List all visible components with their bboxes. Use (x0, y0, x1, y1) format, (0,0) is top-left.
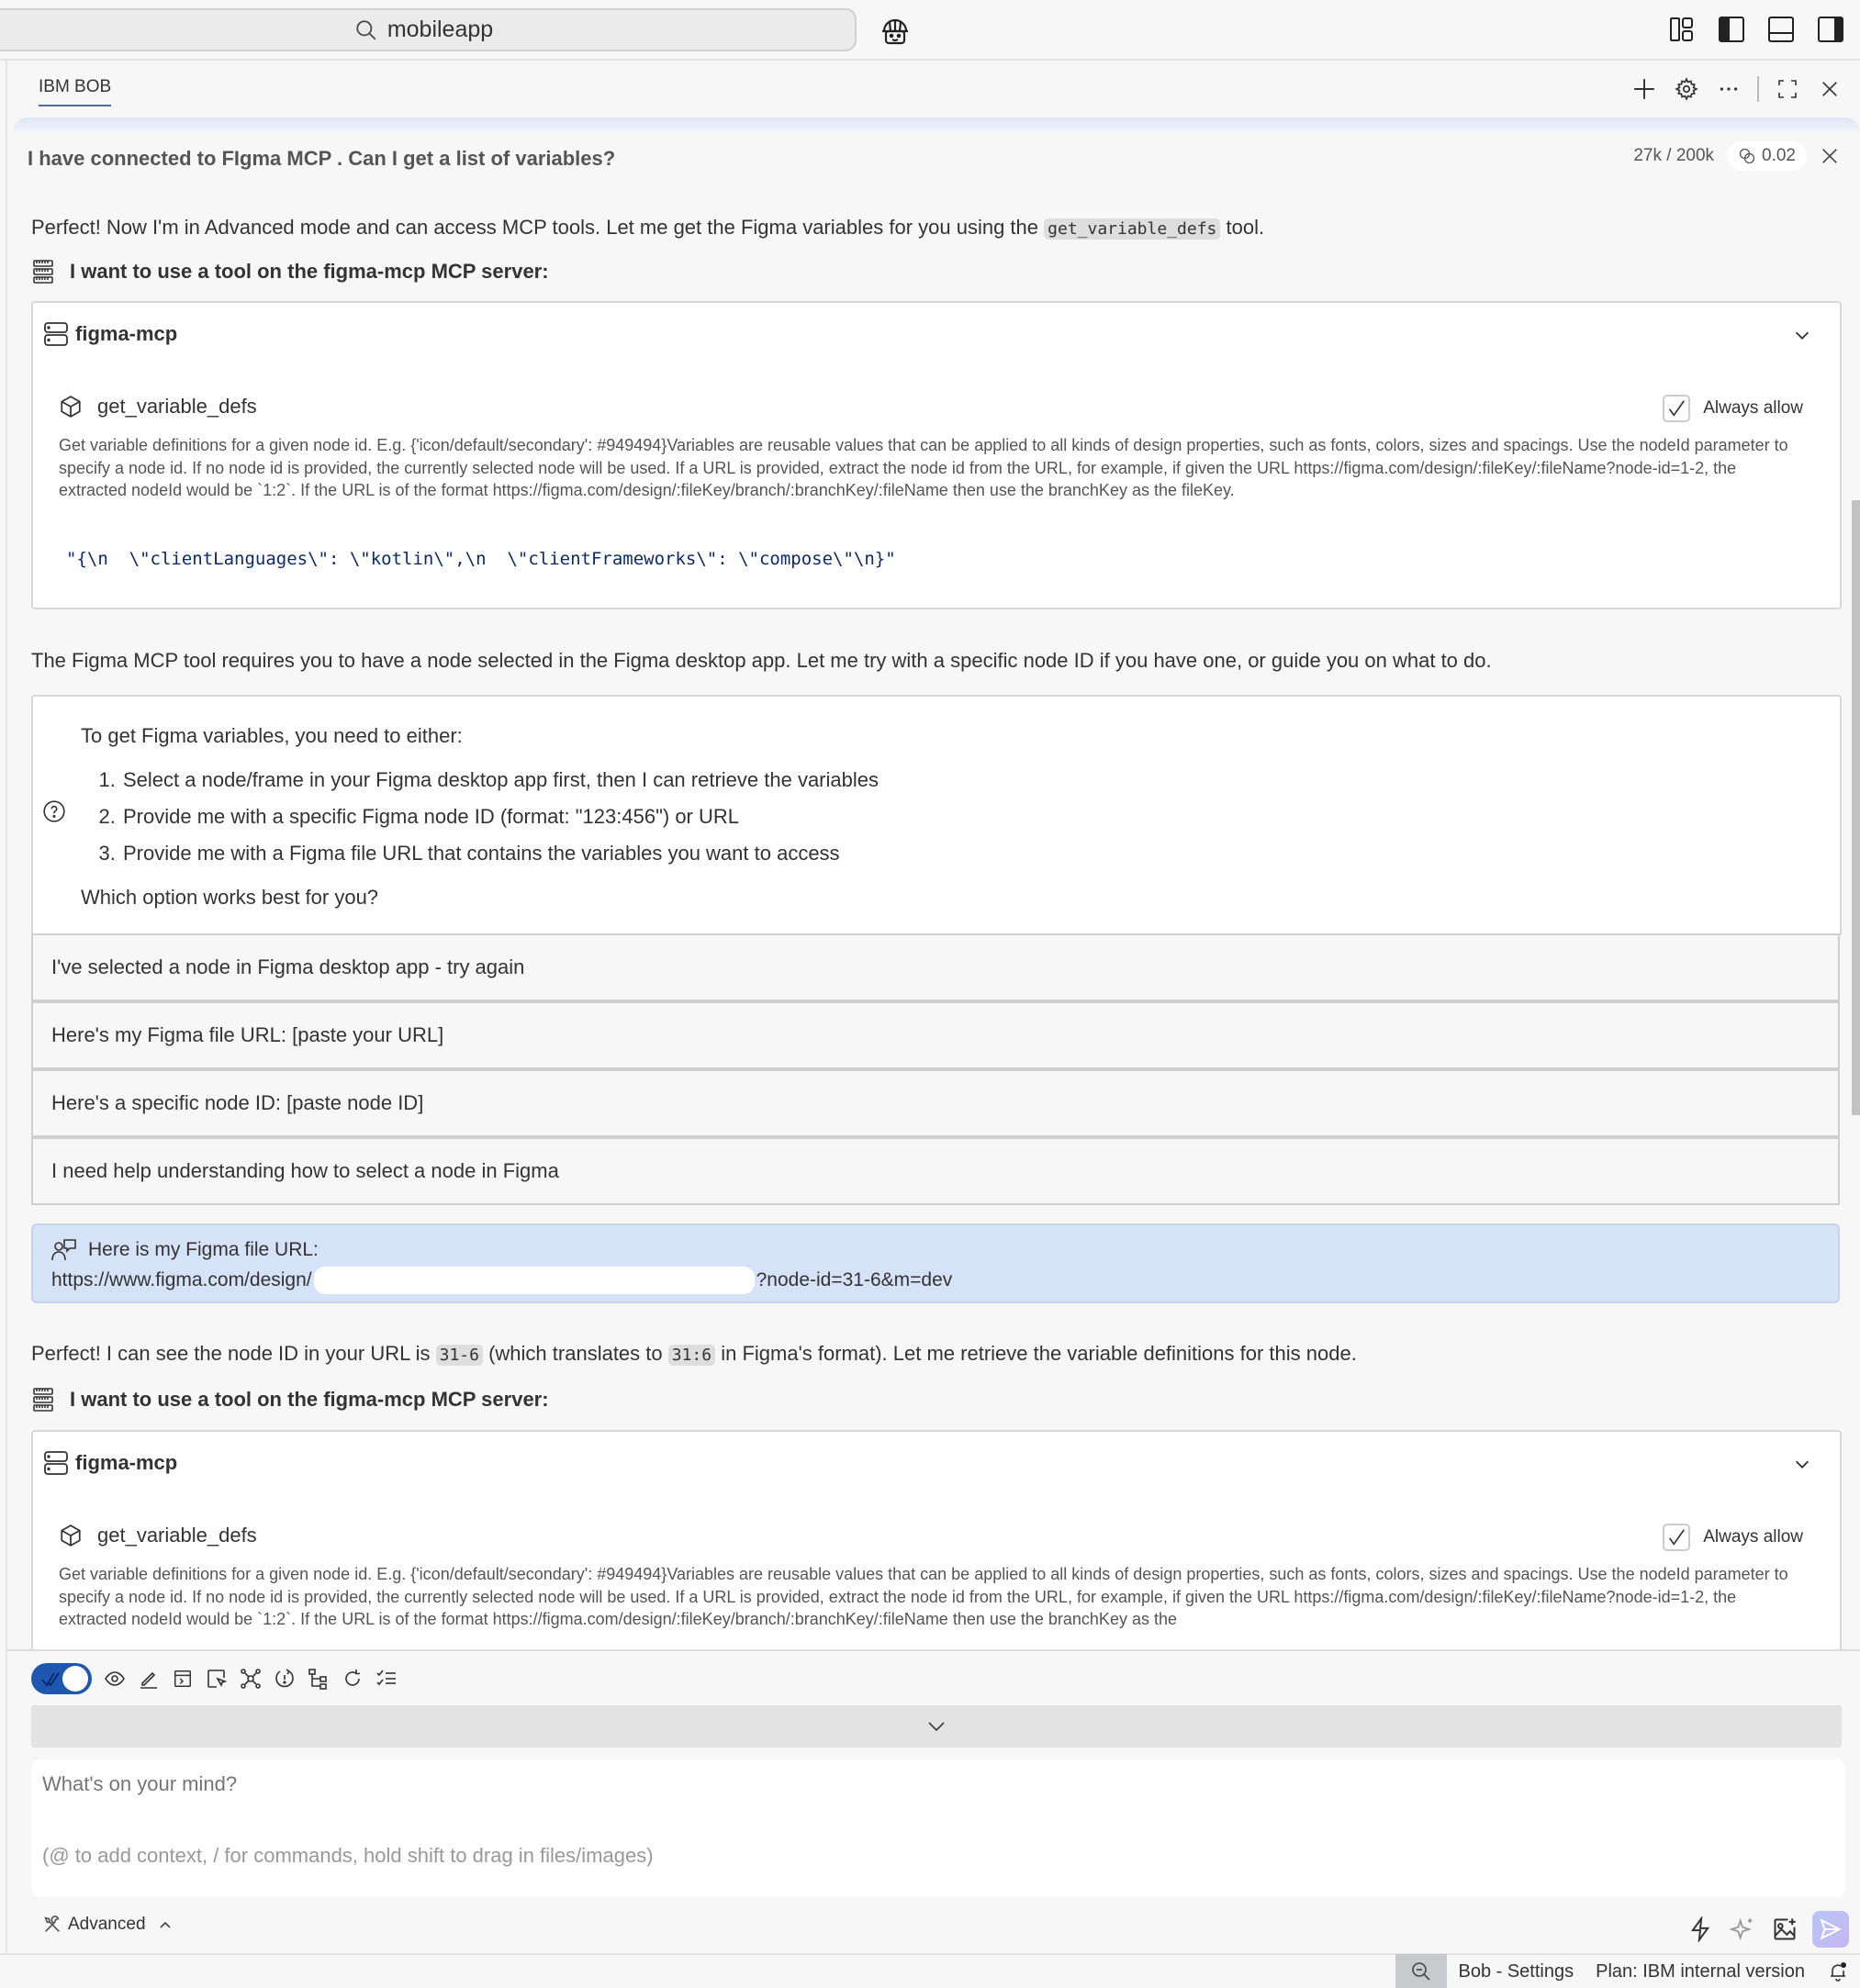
close-task-icon[interactable] (1820, 146, 1840, 166)
suggestion-button[interactable]: Here's my Figma file URL: [paste your URL] (31, 1001, 1840, 1069)
zoom-out-icon[interactable] (1395, 1954, 1447, 1988)
list-item: 2. Provide me with a specific Figma node ID (format: "123:456") or URL (121, 803, 879, 831)
panel-actions (1630, 75, 1843, 103)
more-icon[interactable] (1715, 75, 1742, 103)
retry-icon[interactable] (341, 1665, 364, 1692)
add-image-icon[interactable] (1770, 1915, 1799, 1944)
task-meta (1633, 141, 1840, 171)
server-icon (44, 1450, 68, 1476)
terminal-icon[interactable] (171, 1665, 195, 1692)
assistant-message: Perfect! Now I'm in Advanced mode and can access MCP tools. Let me get the Figma variables for you using the get_variable_defs tool. (31, 216, 1265, 239)
user-feedback-icon (51, 1238, 77, 1262)
mode-selector[interactable]: Advanced (42, 1915, 172, 1935)
double-check-icon (40, 1670, 64, 1688)
maximize-icon[interactable] (1774, 75, 1801, 103)
enhance-prompt-icon[interactable] (1728, 1915, 1757, 1944)
question-options-list (121, 766, 879, 867)
cost-badge (1727, 141, 1807, 171)
task-title[interactable]: I have connected to FIgma MCP . Can I get a list of variables? (28, 147, 616, 170)
task-card-edge (13, 117, 1860, 132)
inline-code: 31:6 (668, 1345, 715, 1366)
lightning-icon[interactable] (1686, 1915, 1715, 1944)
chat-scrollbar[interactable] (1852, 500, 1860, 1115)
tool-request-heading: I want to use a tool on the figma-mcp MCP server: (33, 260, 549, 284)
suggestion-button[interactable]: I need help understanding how to select a node in Figma (31, 1137, 1840, 1205)
browser-icon[interactable] (205, 1665, 229, 1692)
chat-input[interactable] (31, 1759, 1845, 1897)
tool-server-row[interactable]: figma-mcp (44, 321, 177, 347)
inline-code: get_variable_defs (1044, 218, 1220, 240)
tab-ibm-bob[interactable]: IBM BOB (39, 77, 111, 106)
send-button[interactable] (1812, 1911, 1849, 1948)
mcp-server-icon (33, 1388, 53, 1412)
expand-options-bar[interactable] (31, 1705, 1842, 1748)
tool-request-heading: I want to use a tool on the figma-mcp MCP server: (33, 1388, 549, 1412)
redacted-segment (314, 1267, 755, 1294)
toggle-secondary-sidebar-icon[interactable] (1816, 15, 1845, 44)
toggle-primary-sidebar-icon[interactable] (1717, 15, 1746, 44)
tool-card (31, 301, 1842, 609)
cube-icon (59, 395, 83, 419)
edit-icon[interactable] (137, 1665, 161, 1692)
list-item: 1. Select a node/frame in your Figma desktop app first, then I can retrieve the variables (121, 766, 879, 794)
list-item: 3. Provide me with a Figma file URL that contains the variables you want to access (121, 840, 879, 867)
panel-border (0, 61, 7, 1970)
composer-actions (1686, 1911, 1849, 1948)
server-icon (44, 321, 68, 347)
auto-approve-toggle[interactable] (31, 1663, 92, 1694)
coins-icon (1738, 147, 1756, 165)
layout-controls (1667, 15, 1845, 44)
chevron-down-icon[interactable] (1792, 325, 1812, 345)
token-usage: 27k / 200k (1633, 146, 1715, 165)
chevron-up-icon (159, 1920, 172, 1929)
user-message: Here is my Figma file URL: https://www.figma.com/design/ ?node-id=31-6&m=dev (31, 1223, 1840, 1303)
todo-icon[interactable] (375, 1665, 398, 1692)
chevron-down-icon[interactable] (1792, 1454, 1812, 1474)
tool-arguments: "{\n \"clientLanguages\": \"kotlin\",\n \"clientFrameworks\": \"compose\"\n}" (66, 549, 896, 569)
inline-code: 31-6 (436, 1345, 483, 1366)
copilot-icon[interactable] (877, 13, 913, 50)
new-task-icon[interactable] (1630, 75, 1658, 103)
toggle-knob (62, 1666, 88, 1692)
cost-value: 0.02 (1762, 146, 1796, 165)
title-bar (0, 0, 1860, 61)
tools-icon (42, 1915, 62, 1935)
subtasks-icon[interactable] (307, 1665, 331, 1692)
auto-approve-options (103, 1665, 398, 1692)
followup-question-card (31, 695, 1842, 935)
close-panel-icon[interactable] (1816, 75, 1843, 103)
notifications-icon[interactable] (1816, 1960, 1860, 1982)
settings-icon[interactable] (1673, 75, 1700, 103)
command-center-search[interactable] (0, 8, 857, 51)
cube-icon (59, 1524, 83, 1547)
always-allow-toggle[interactable]: Always allow (1663, 1524, 1803, 1551)
question-icon (42, 799, 66, 823)
toggle-panel-icon[interactable] (1766, 15, 1796, 44)
always-allow-checkbox[interactable] (1663, 395, 1690, 422)
divider (1757, 76, 1759, 102)
search-icon (354, 18, 378, 42)
input-hint: (@ to add context, / for commands, hold shift to drag in files/images) (42, 1844, 654, 1867)
customize-layout-icon[interactable] (1667, 15, 1697, 44)
assistant-message: Perfect! I can see the node ID in your URL is 31-6 (which translates to 31:6 in Figma's format). Let me retrieve the variable definitions for this node. (31, 1342, 1357, 1365)
mode-switch-icon[interactable] (273, 1665, 297, 1692)
tool-card-clip (31, 1430, 1842, 1649)
tool-card (31, 1430, 1842, 1649)
chevron-down-icon (927, 1720, 946, 1733)
assistant-message: The Figma MCP tool requires you to have a node selected in the Figma desktop app. Let me try with a specific node ID if you have one, or guide you on what to do. (31, 649, 1492, 672)
tool-description: Get variable definitions for a given node id. E.g. {'icon/default/secondary': #949494}Variables are reusable values that can be applied to all kinds of design properties, such as fonts, colors, sizes and spacings. Use the nodeId parameter to specify a node id. If no node id is provided, the currently selected node will be used. If a URL is provided, extract the node id from the URL, for example, if given the URL https://figma.com/design/:fileKey/:fileName?node-id=1-2, the extracted nodeId would be `1:2`. If the URL is of the format https://figma.com/design/:fileKey/branch/:branchKey/:fileName then use the branchKey as the (59, 1565, 1788, 1628)
plan-label[interactable]: Plan: IBM internal version (1596, 1960, 1805, 1982)
status-bar (0, 1953, 1860, 1988)
tool-function-row: get_variable_defs (59, 395, 257, 419)
mcp-icon[interactable] (239, 1665, 263, 1692)
suggestion-button[interactable]: Here's a specific node ID: [paste node ID] (31, 1069, 1840, 1137)
tool-function-row: get_variable_defs (59, 1524, 257, 1547)
read-icon[interactable] (103, 1665, 127, 1692)
tool-server-row[interactable]: figma-mcp (44, 1450, 177, 1476)
mcp-server-icon (33, 260, 53, 284)
search-text: mobileapp (387, 17, 494, 42)
tool-description: Get variable definitions for a given node id. E.g. {'icon/default/secondary': #949494}Variables are reusable values that can be applied to all kinds of design properties, such as fonts, colors, sizes and spacings. Use the nodeId parameter to specify a node id. If no node id is provided, the currently selected node will be used. If a URL is provided, extract the node id from the URL, for example, if given the URL https://figma.com/design/:fileKey/:fileName?node-id=1-2, the extracted nodeId would be `1:2`. If the URL is of the format https://figma.com/design/:fileKey/branch/:branchKey/:fileName then use the branchKey as the fileKey. (59, 436, 1788, 499)
divider (7, 1649, 1860, 1651)
bob-settings[interactable]: Bob - Settings (1458, 1960, 1574, 1982)
always-allow-checkbox[interactable] (1663, 1524, 1690, 1551)
chat-input-box[interactable] (31, 1759, 1845, 1897)
always-allow-toggle[interactable]: Always allow (1663, 395, 1803, 422)
panel-header (7, 61, 1860, 121)
question-text: To get Figma variables, you need to either: 1. Select a node/frame in your Figma desktop app first, then I can retrieve the variables 2. Provide me with a specific Figma node ID (format: "123:456") or URL 3. Provide me with a Figma file URL that contains the variables you want to access Which option works best for you? (81, 722, 879, 911)
suggestion-button[interactable]: I've selected a node in Figma desktop app - try again (31, 933, 1840, 1001)
